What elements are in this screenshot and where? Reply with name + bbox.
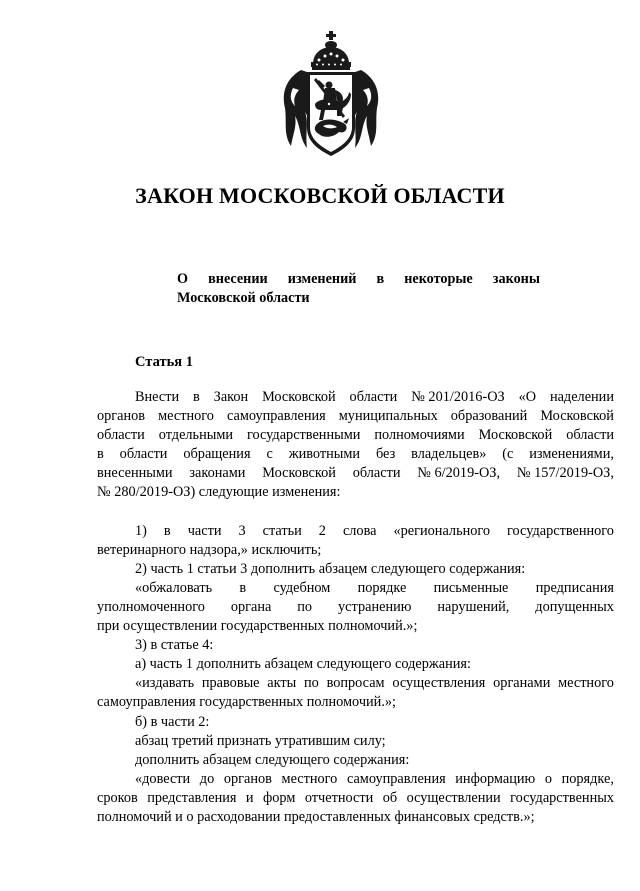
body-word: владельцев» (411, 446, 487, 463)
body-line (97, 751, 614, 770)
body-word: государственных (510, 789, 614, 806)
body-word: представления (147, 789, 237, 806)
body-word: государственного (507, 522, 614, 539)
body-line (97, 674, 614, 693)
body-word: полномочиями (374, 427, 465, 444)
body-word: обращения (183, 446, 251, 463)
body-word: № 157/2019-ОЗ, (516, 465, 614, 482)
body-word: нарушений, (437, 598, 510, 615)
body-word: порядке, (561, 770, 614, 787)
body-line (97, 522, 614, 541)
body-line (97, 598, 614, 617)
body-word: животными (288, 446, 361, 463)
body-word: Московской (478, 427, 553, 444)
body-word: в (97, 446, 104, 463)
subtitle-word: О (177, 271, 189, 287)
body-word: в (239, 579, 247, 596)
body-word: муниципальных (338, 408, 438, 425)
body-word: вопросам (326, 675, 385, 692)
body-word: слова (342, 522, 377, 539)
body-word: области (349, 389, 398, 405)
body-word: (с (502, 446, 514, 463)
body-word: об (382, 789, 398, 806)
body-word: отдельными (158, 427, 234, 444)
body-word: Московской (262, 389, 336, 405)
body-word: в (163, 522, 171, 539)
body-word: судебном (273, 579, 331, 596)
coat-of-arms-icon (279, 30, 383, 158)
body-word: сроков (97, 789, 138, 806)
body-line (97, 426, 614, 445)
body-word: «О (518, 389, 537, 405)
body-text-segment: дополнить абзацем следующего содержания: (135, 751, 410, 768)
body-line (97, 770, 614, 789)
body-word: с (266, 446, 273, 463)
body-line (97, 732, 614, 751)
document-title: ЗАКОН МОСКОВСКОЙ ОБЛАСТИ (135, 183, 505, 208)
body-line (97, 655, 614, 674)
body-word: в (193, 389, 200, 405)
body-word: по (304, 675, 319, 692)
body-word: 3 (238, 522, 246, 539)
subtitle-line-1 (177, 270, 540, 289)
body-word: предписания (535, 579, 614, 596)
body-word: части (187, 522, 222, 539)
body-word: органами (493, 675, 551, 692)
body-word: без (375, 446, 396, 463)
body-word: № 201/2016-ОЗ (411, 389, 505, 405)
body-text-segment: полномочий и о расходовании предоставленных финансовых средств.»; (97, 808, 535, 825)
body-line (97, 483, 614, 502)
body-line (97, 560, 614, 579)
subtitle-word: в (376, 271, 385, 287)
body-text-segment: ветеринарного надзора,» исключить; (97, 541, 322, 558)
body-word: образований (450, 408, 528, 425)
body-word: отчетности (304, 789, 374, 806)
body-word: № 6/2019-ОЗ, (417, 465, 501, 482)
body-word: о (544, 770, 552, 787)
body-line (97, 617, 614, 636)
body-word: информацию (455, 770, 536, 787)
body-word: самоуправления (226, 408, 326, 425)
body-word: законами (189, 465, 246, 482)
body-word: местного (158, 408, 214, 425)
body-word: Московской (262, 465, 336, 482)
body-text-segment: № 280/2019-ОЗ) следующие изменения: (97, 484, 341, 501)
body-word: порядке (357, 579, 407, 596)
law-subtitle (177, 270, 540, 308)
body-word: области (97, 427, 145, 444)
body-word: Московской (540, 408, 614, 425)
subtitle-word: законы (492, 271, 540, 287)
body-word: уполномоченного (97, 598, 205, 615)
body-line (97, 388, 614, 407)
body-text-segment: 2) часть 1 статьи 3 дополнить абзацем следующего содержания: (135, 560, 526, 577)
body-word: до (199, 770, 215, 787)
body-word: местного (281, 770, 338, 787)
subtitle-word: изменений (287, 271, 357, 287)
body-line (97, 789, 614, 808)
body-word: 2 (318, 522, 326, 539)
body-line (97, 636, 614, 655)
body-word: внесенными (97, 465, 173, 482)
subtitle-word: некоторые (404, 271, 473, 287)
body-word: правовые (201, 675, 260, 692)
body-text-segment: абзац третий признать утратившим силу; (135, 732, 386, 749)
paragraph-gap (97, 503, 614, 522)
body-word: форм (263, 789, 296, 806)
body-line (97, 808, 614, 827)
body-word: «издавать (135, 675, 195, 692)
body-word: по (297, 598, 313, 615)
body-word: органов (97, 408, 146, 425)
body-word: акты (267, 675, 297, 692)
body-line (97, 713, 614, 732)
body-word: «обжаловать (135, 579, 213, 596)
body-line (97, 445, 614, 464)
article-heading: Статья 1 (135, 354, 193, 370)
body-word: наделении (549, 389, 614, 405)
body-text-segment: при осуществлении государственных полномочий.»; (97, 618, 418, 635)
body-line (97, 464, 614, 483)
body-text-segment: а) часть 1 дополнить абзацем следующего содержания: (135, 656, 471, 673)
body-word: письменные (433, 579, 509, 596)
body-word: «довести (135, 770, 191, 787)
subtitle-word: внесении (208, 271, 268, 287)
body-text-segment: самоуправления государственных полномочий.»; (97, 694, 397, 711)
body-word: осуществлении (406, 789, 501, 806)
body-word: местного (558, 675, 614, 692)
body-word: Внести (135, 389, 180, 405)
body-word: «регионального (393, 522, 491, 539)
subtitle-line-2: Московской области (177, 290, 310, 306)
article-body (97, 388, 614, 827)
body-word: Закон (213, 389, 249, 405)
body-word: самоуправления (346, 770, 446, 787)
body-text-segment: б) в части 2: (135, 713, 210, 730)
body-word: статьи (262, 522, 302, 539)
body-word: органов (223, 770, 272, 787)
body-line (97, 407, 614, 426)
body-word: 1) (135, 522, 147, 539)
body-word: области (119, 446, 168, 463)
body-word: области (352, 465, 401, 482)
body-text-segment: 3) в статье 4: (135, 637, 214, 654)
body-word: устранению (338, 598, 412, 615)
body-word: и (245, 789, 254, 806)
body-line (97, 693, 614, 712)
body-word: области (566, 427, 614, 444)
body-line (97, 579, 614, 598)
body-line (97, 541, 614, 560)
body-word: допущенных (535, 598, 614, 615)
body-word: осуществления (392, 675, 486, 692)
body-word: органа (230, 598, 272, 615)
body-word: государственными (247, 427, 361, 444)
body-word: изменениями, (529, 446, 614, 463)
